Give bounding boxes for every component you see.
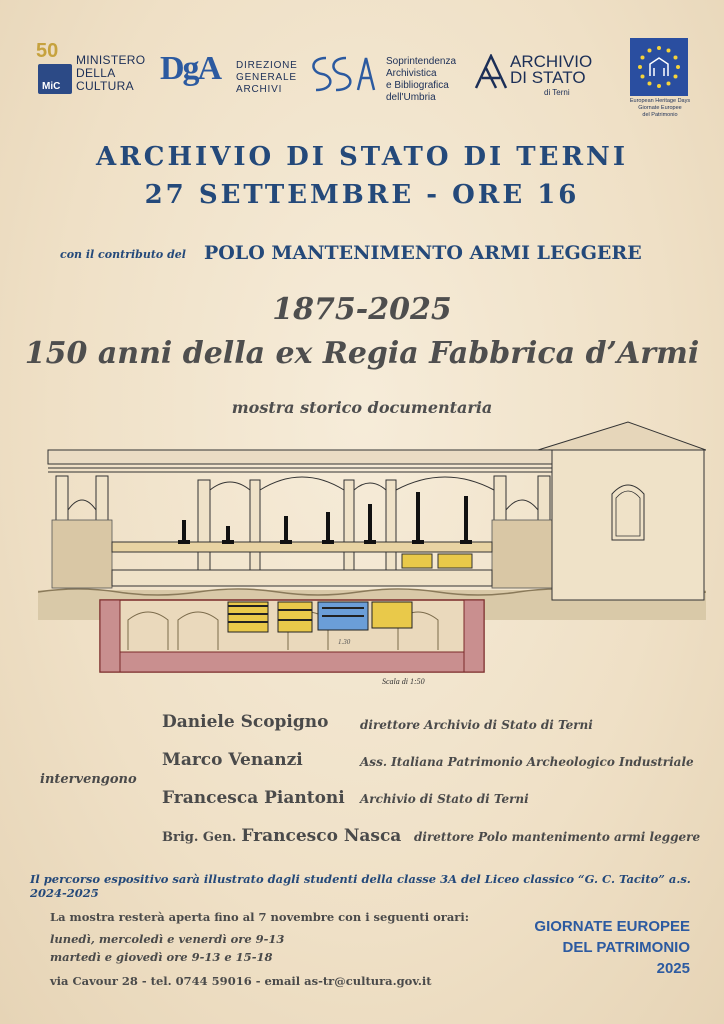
speaker-name: Francesca Piantoni: [162, 788, 345, 808]
event-subtitle: mostra storico documentaria: [231, 398, 493, 417]
ministero-line3: CULTURA: [76, 79, 134, 93]
speaker-role: Archivio di Stato di Terni: [360, 792, 529, 806]
archivio-text: [510, 54, 592, 86]
ge-line2: DEL PATRIMONIO: [562, 939, 690, 956]
dga-line2: GENERALE: [236, 72, 297, 83]
heritage-line1: European Heritage Days: [629, 98, 691, 104]
dimension-label: 1.30: [338, 638, 351, 646]
sab-line3: e Bibliografica: [386, 80, 449, 91]
venue-heading: ARCHIVIO DI STATO DI TERNI: [96, 142, 628, 172]
event-title: 150 anni della ex Regia Fabbrica d’Armi: [24, 336, 700, 371]
ministero-line1: MINISTERO: [76, 53, 146, 67]
soprintendenza-text: [386, 56, 456, 104]
years-heading: 1875-2025: [272, 292, 452, 327]
hours-line-2: martedì e giovedì ore 9-13 e 15-18: [50, 950, 273, 964]
hours-line-1: lunedì, mercoledì e venerdì ore 9-13: [50, 932, 285, 946]
dga-logo: [160, 50, 298, 100]
ministero-cultura-logo: [36, 40, 146, 100]
speaker-role: direttore Archivio di Stato di Terni: [360, 718, 593, 732]
sab-line2: Archivistica: [386, 68, 437, 79]
heritage-line2: Giornate Europee: [638, 105, 682, 111]
mic-badge-text: MiC: [42, 81, 61, 92]
ge-line1: GIORNATE EUROPEE: [534, 918, 690, 935]
sab-line4: dell'Umbria: [386, 92, 436, 103]
speakers-intro: intervengono: [40, 772, 137, 787]
date-heading: 27 SETTEMBRE - ORE 16: [144, 180, 580, 210]
dga-text: [236, 60, 298, 96]
speaker-rank: Brig. Gen.: [162, 830, 237, 845]
eu-flag-icon: [630, 38, 688, 96]
speaker-name: Francesco Nasca: [241, 826, 402, 846]
mic-badge: [38, 64, 72, 94]
ministero-line2: DELLA: [76, 66, 116, 80]
soprintendenza-logo: [306, 52, 466, 102]
speaker-role: Ass. Italiana Patrimonio Archeologico Industriale: [360, 755, 694, 769]
archivio-stato-logo: [474, 52, 614, 102]
speaker-role: direttore Polo mantenimento armi leggere: [414, 830, 701, 844]
dga-line1: DIREZIONE: [236, 60, 298, 71]
contribution-name: POLO MANTENIMENTO ARMI LEGGERE: [204, 242, 642, 264]
ge-line3: 2025: [656, 960, 690, 977]
opening-note: La mostra resterà aperta fino al 7 novembre con i seguenti orari:: [50, 910, 469, 924]
dga-line3: ARCHIVI: [236, 84, 283, 95]
speaker-name: Daniele Scopigno: [162, 712, 329, 732]
logo-50-number: 50: [36, 40, 59, 62]
dga-mark: DgA: [160, 50, 221, 87]
archivio-line1: ARCHIVIO: [510, 52, 593, 71]
heritage-text: [628, 98, 692, 119]
speaker-name-with-rank: [162, 826, 401, 846]
sab-mark-icon: [306, 52, 382, 96]
giornate-europee-block: [500, 916, 690, 979]
factory-section-drawing: [38, 420, 706, 700]
archivio-sub: di Terni: [544, 88, 570, 97]
archivio-line2: DI STATO: [510, 68, 586, 87]
scale-label: Scala di 1:50: [382, 677, 425, 686]
school-note: Il percorso espositivo sarà illustrato dagli studenti della classe 3A del Liceo classico “G. C. Tacito” a.s. 2024-2025: [30, 872, 691, 900]
contribution-prefix: con il contributo del: [60, 248, 186, 261]
sab-line1: Soprintendenza: [386, 56, 457, 67]
speaker-name: Marco Venanzi: [162, 750, 303, 770]
archivio-triangle-icon: [474, 54, 508, 90]
ministero-text: [76, 54, 145, 93]
contact-line: via Cavour 28 - tel. 0744 59016 - email as-tr@cultura.gov.it: [50, 974, 432, 988]
heritage-days-logo: [628, 38, 690, 128]
heritage-line3: del Patrimonio: [642, 112, 678, 118]
